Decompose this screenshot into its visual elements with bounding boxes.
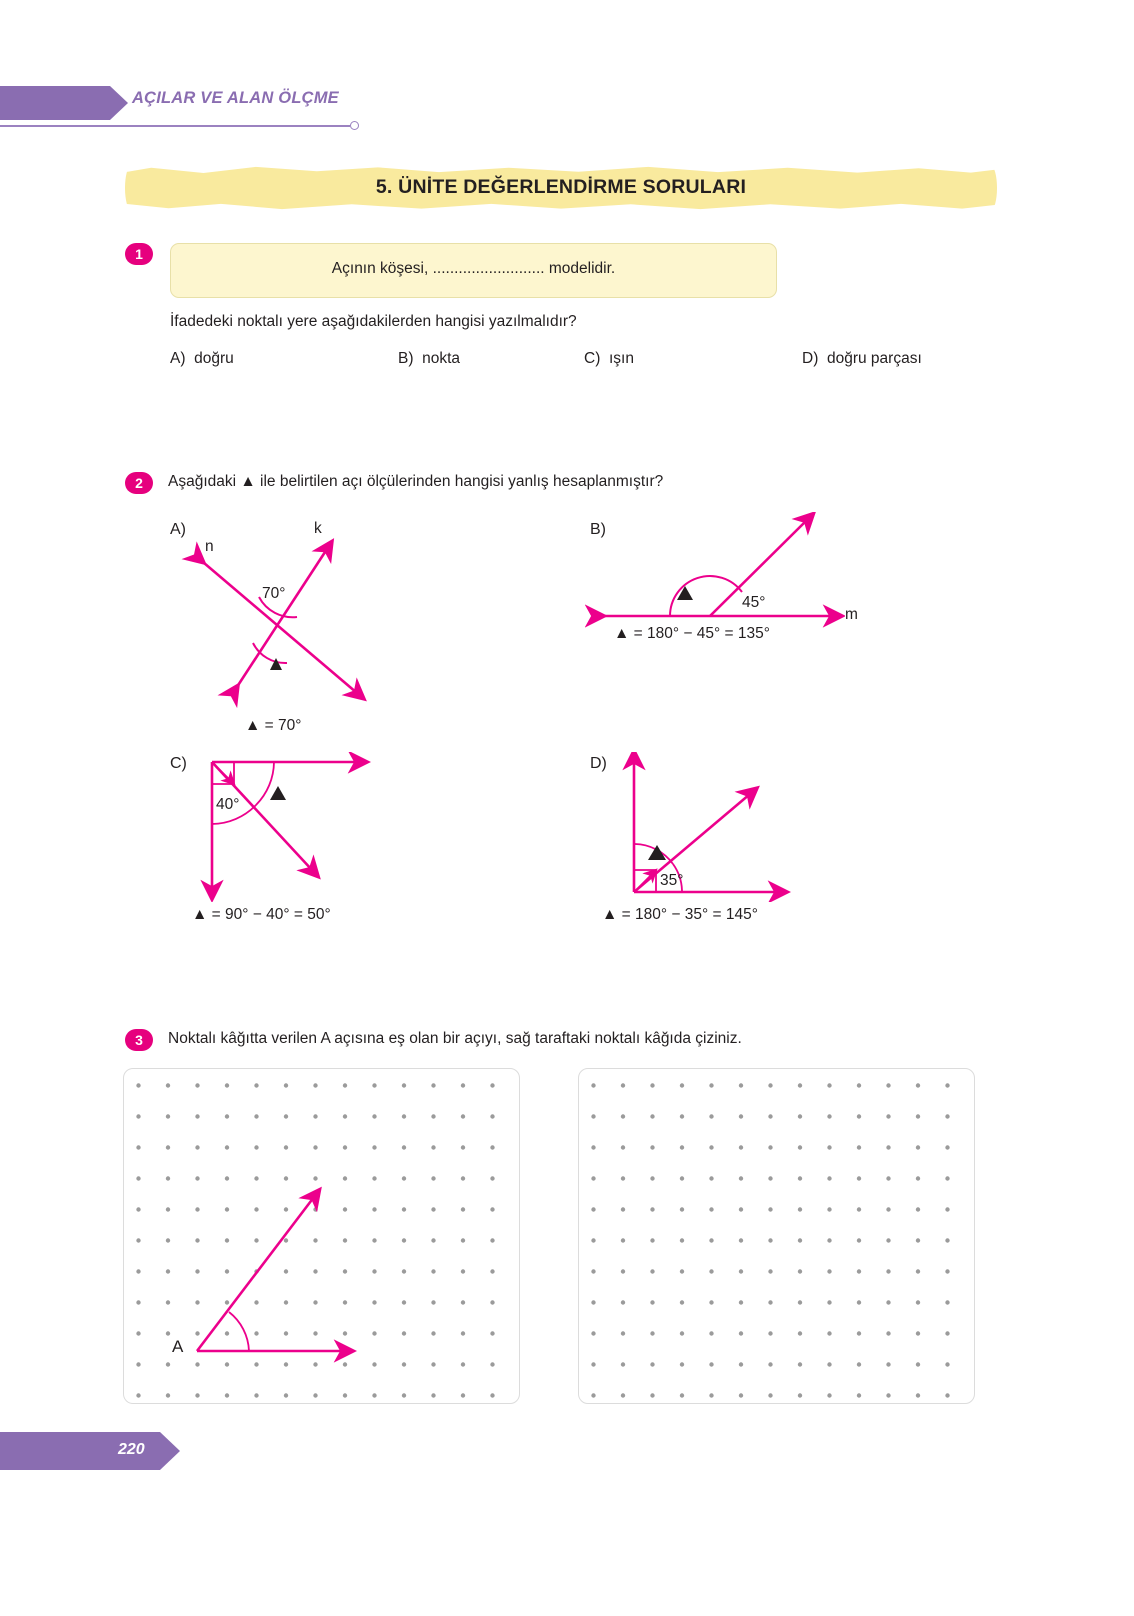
choice-b-angle-value: 45° — [742, 594, 766, 611]
option-c-label: C) — [584, 350, 601, 367]
option-a-label: A) — [170, 350, 186, 367]
choice-a-formula: ▲ = 70° — [245, 717, 302, 734]
question-1-option-a[interactable] — [170, 350, 234, 368]
question-1-options — [170, 350, 970, 374]
choice-a-angle-value: 70° — [262, 585, 286, 602]
question-2-choice-b-label: B) — [590, 521, 606, 538]
grid-left-vertex-label: A — [172, 1337, 184, 1356]
dot-grid-left[interactable] — [123, 1068, 520, 1404]
question-2-prompt: Aşağıdaki ▲ ile belirtilen açı ölçülerinden hangisi yanlış hesaplanmıştır? — [168, 473, 664, 490]
option-b-label: B) — [398, 350, 414, 367]
choice-a-ray-label-k: k — [314, 520, 322, 537]
option-d-label: D) — [802, 350, 819, 367]
question-1-option-d[interactable] — [802, 350, 922, 368]
choice-c-figure — [200, 752, 390, 902]
question-number-2: 2 — [125, 472, 153, 494]
banner-title: 5. ÜNİTE DEĞERLENDİRME SORULARI — [375, 176, 747, 198]
question-3-prompt: Noktalı kâğıtta verilen A açısına eş olan bir açıyı, sağ taraftaki noktalı kâğıda çiziniz. — [168, 1030, 742, 1047]
option-d-text: doğru parçası — [826, 350, 922, 367]
question-number-1: 1 — [125, 243, 153, 265]
question-1-prompt: İfadedeki noktalı yere aşağıdakilerden hangisi yazılmalıdır? — [170, 313, 577, 330]
question-1-statement-box — [170, 243, 777, 298]
option-b-text: nokta — [422, 350, 461, 367]
unit-title: AÇILAR VE ALAN ÖLÇME — [132, 89, 339, 107]
choice-c-angle-value: 40° — [216, 796, 240, 813]
page-header — [0, 86, 1134, 130]
page-number: 220 — [118, 1441, 145, 1458]
choice-b-figure — [585, 512, 845, 637]
header-end-dot-icon — [350, 121, 359, 130]
section-banner — [125, 160, 997, 216]
question-1-option-c[interactable] — [584, 350, 634, 368]
choice-d-angle-value: 35° — [660, 872, 684, 889]
option-a-text: doğru — [194, 350, 234, 367]
choice-d-formula: ▲ = 180° − 35° = 145° — [602, 906, 758, 923]
choice-b-ray-label-m: m — [845, 606, 858, 623]
question-2-choice-c-label: C) — [170, 755, 187, 772]
choice-a-ray-label-n: n — [205, 538, 214, 555]
page-footer — [0, 1432, 200, 1470]
choice-b-formula: ▲ = 180° − 45° = 135° — [614, 625, 770, 642]
dot-grid-right[interactable] — [578, 1068, 975, 1404]
choice-d-figure — [620, 752, 810, 902]
header-tab-shape — [0, 86, 110, 120]
choice-c-formula: ▲ = 90° − 40° = 50° — [192, 906, 331, 923]
question-2-choice-d-label: D) — [590, 755, 607, 772]
option-c-text: ışın — [608, 350, 634, 367]
question-1-option-b[interactable] — [398, 350, 460, 368]
header-rule — [0, 125, 350, 127]
question-1-statement: Açının köşesi, .......................... modelidir. — [331, 260, 616, 277]
question-2-choice-a-label: A) — [170, 521, 186, 538]
question-number-3: 3 — [125, 1029, 153, 1051]
